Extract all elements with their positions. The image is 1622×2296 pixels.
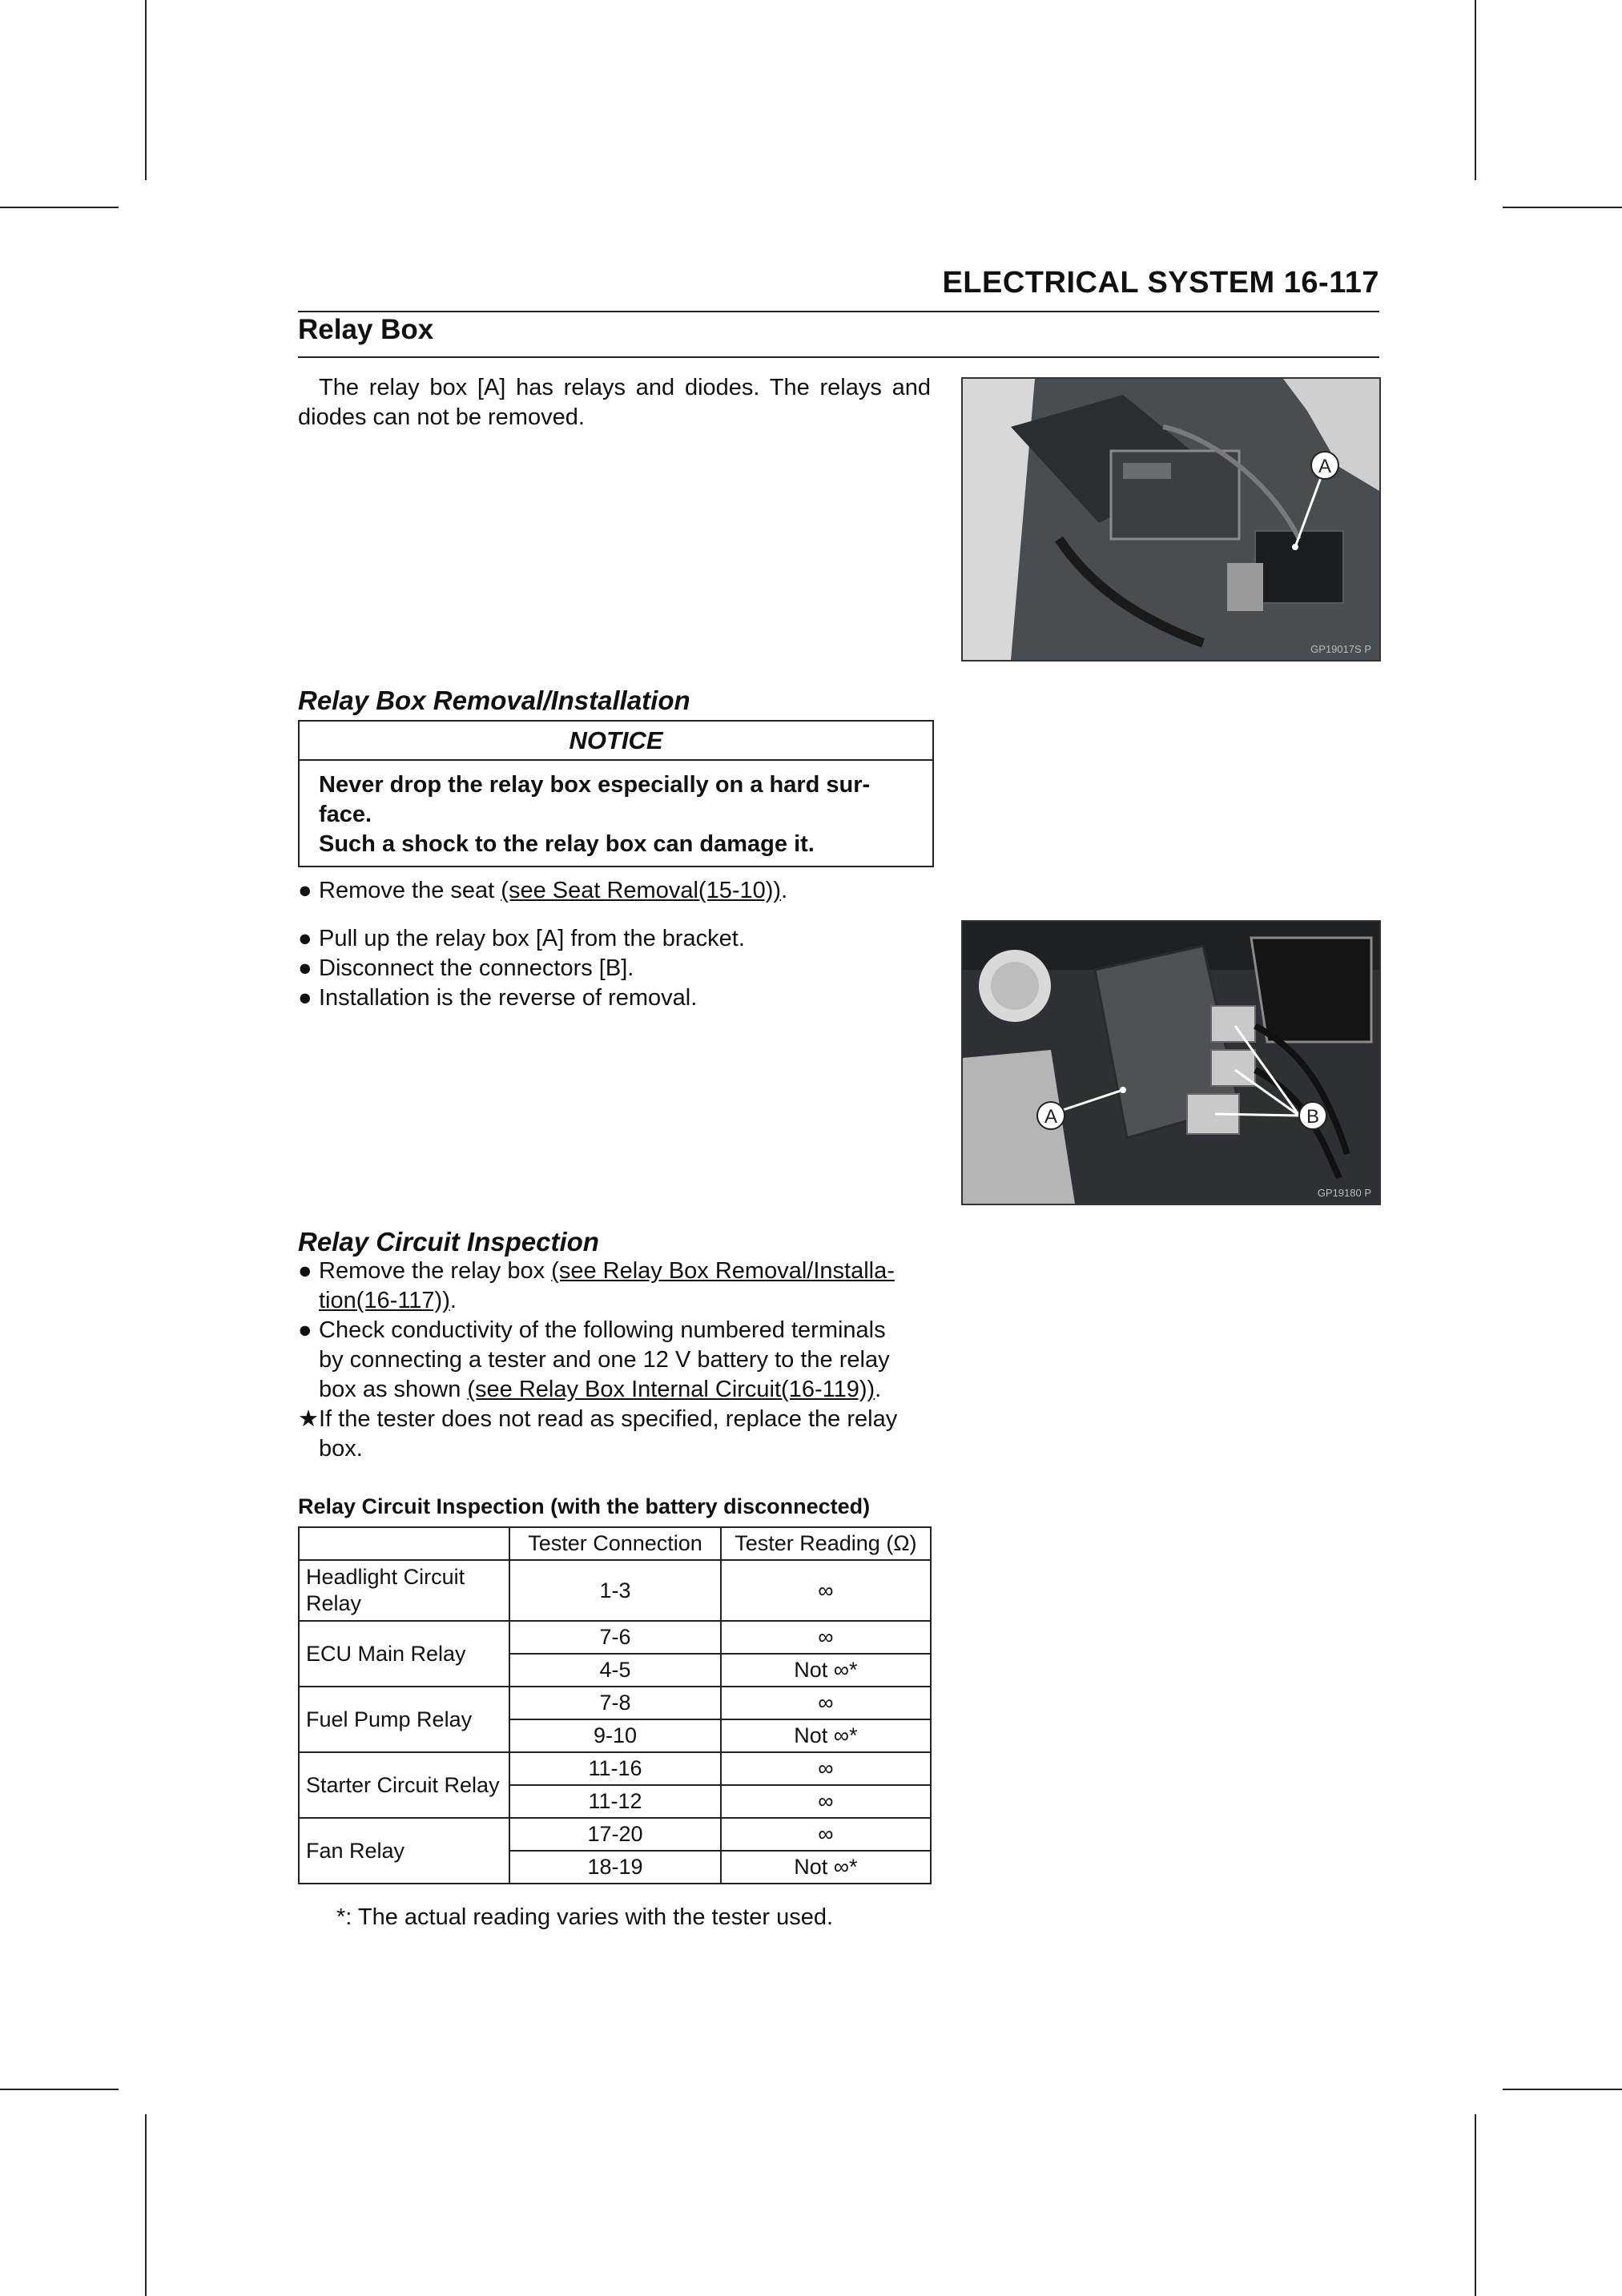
bullet-icon: ● [298,878,312,903]
relay-box-photo-2 [961,920,1381,1205]
inspection-note [298,1405,931,1464]
tester-reading: ∞ [721,1687,931,1719]
inspection-title: Relay Circuit Inspection [298,1227,599,1257]
tester-connection: 17-20 [509,1818,720,1851]
step-end: . [875,1377,882,1402]
crop-mark [145,2114,147,2296]
relay-name: Fan Relay [299,1818,509,1884]
inspection-step-1 [298,1257,931,1316]
photo1-code: GP19017S P [1310,643,1371,655]
photo2-callout-a: A [1044,1106,1058,1128]
removal-step-4 [298,983,931,1013]
page-header-title: ELECTRICAL SYSTEM 16-117 [942,266,1379,300]
bullet-icon: ● [298,985,312,1011]
relay-name: Starter Circuit Relay [299,1752,509,1818]
tester-reading: ∞ [721,1560,931,1621]
relay-box-photo-2-graphic [963,922,1379,1204]
step-text: Disconnect the connectors [B]. [319,955,634,981]
crop-mark [145,0,147,180]
relay-name: Headlight Circuit Relay [299,1560,509,1621]
tester-connection: 11-16 [509,1752,720,1785]
step-text: box as shown [319,1377,468,1402]
table-row [299,1560,931,1621]
tester-reading: ∞ [721,1621,931,1654]
relay-name: Fuel Pump Relay [299,1687,509,1752]
relay-inspection-table [298,1526,932,1884]
section-rule [298,356,1379,358]
step-end: . [449,1288,457,1313]
relay-name: ECU Main Relay [299,1621,509,1687]
relay-box-photo-1 [961,377,1381,661]
removal-step-2 [298,924,931,954]
table-row [299,1687,931,1719]
tester-reading: Not ∞* [721,1654,931,1687]
note-text: box. [319,1436,363,1462]
step-text: Pull up the relay box [A] from the bracket. [319,926,745,951]
crop-mark [1503,207,1622,208]
bullet-icon: ● [298,1258,312,1284]
relay-box-photo-1-graphic [963,379,1379,660]
intro-paragraph: The relay box [A] has relays and diodes. The relays and diodes can not be removed. [298,375,931,430]
table-header-reading: Tester Reading (Ω) [721,1527,931,1560]
crop-mark [0,207,119,208]
table-caption: Relay Circuit Inspection (with the battery disconnected) [298,1494,871,1518]
tester-connection: 7-8 [509,1687,720,1719]
notice-line: Such a shock to the relay box can damage it. [319,831,815,857]
removal-title: Relay Box Removal/Installation [298,686,690,715]
star-icon: ★ [298,1406,319,1432]
notice-line: face. [319,802,372,827]
notice-heading: NOTICE [300,722,932,761]
table-row [299,1621,931,1654]
tester-connection: 9-10 [509,1719,720,1752]
tester-connection: 18-19 [509,1851,720,1884]
tester-reading: ∞ [721,1785,931,1818]
table-row [299,1818,931,1851]
step-text: Installation is the reverse of removal. [319,985,698,1011]
step-text: Check conductivity of the following numbered terminals [319,1317,886,1343]
tester-reading: ∞ [721,1752,931,1785]
photo2-callout-b: B [1306,1106,1320,1128]
notice-line: Never drop the relay box especially on a hard sur- [319,772,871,798]
table-header-connection: Tester Connection [509,1527,720,1560]
section-title: Relay Box [298,314,434,345]
step-text: Remove the relay box [319,1258,552,1284]
step-end: . [781,878,788,903]
tester-reading: Not ∞* [721,1851,931,1884]
note-text: If the tester does not read as specified, replace the relay [319,1406,898,1432]
crop-mark [0,2089,119,2090]
relay-box-removal-link[interactable]: (see Relay Box Removal/Installa- [551,1258,895,1284]
step-text: by connecting a tester and one 12 V battery to the relay [319,1347,890,1373]
tester-connection: 7-6 [509,1621,720,1654]
relay-box-removal-link-cont[interactable]: tion(16-117)) [319,1288,450,1313]
bullet-icon: ● [298,926,312,951]
crop-mark [1475,0,1476,180]
bullet-icon: ● [298,955,312,981]
notice-body [300,761,932,859]
internal-circuit-link[interactable]: (see Relay Box Internal Circuit(16-119)) [467,1377,875,1402]
step-text: Remove the seat [319,878,501,903]
crop-mark [1503,2089,1622,2090]
tester-connection: 1-3 [509,1560,720,1621]
seat-removal-link[interactable]: (see Seat Removal(15-10)) [501,878,782,903]
table-header-row [299,1527,931,1560]
photo1-callout-a: A [1318,456,1332,477]
table-row [299,1752,931,1785]
table-header-blank [299,1527,509,1560]
crop-mark [1475,2114,1476,2296]
notice-box [298,720,934,867]
bullet-icon: ● [298,1317,312,1343]
table-footnote: *: The actual reading varies with the tester used. [336,1904,834,1930]
tester-reading: Not ∞* [721,1719,931,1752]
tester-connection: 4-5 [509,1654,720,1687]
removal-step-3 [298,954,931,983]
tester-connection: 11-12 [509,1785,720,1818]
photo2-code: GP19180 P [1317,1187,1371,1199]
header-rule [298,311,1379,312]
inspection-step-2 [298,1316,931,1405]
tester-reading: ∞ [721,1818,931,1851]
removal-step-1 [298,876,931,906]
